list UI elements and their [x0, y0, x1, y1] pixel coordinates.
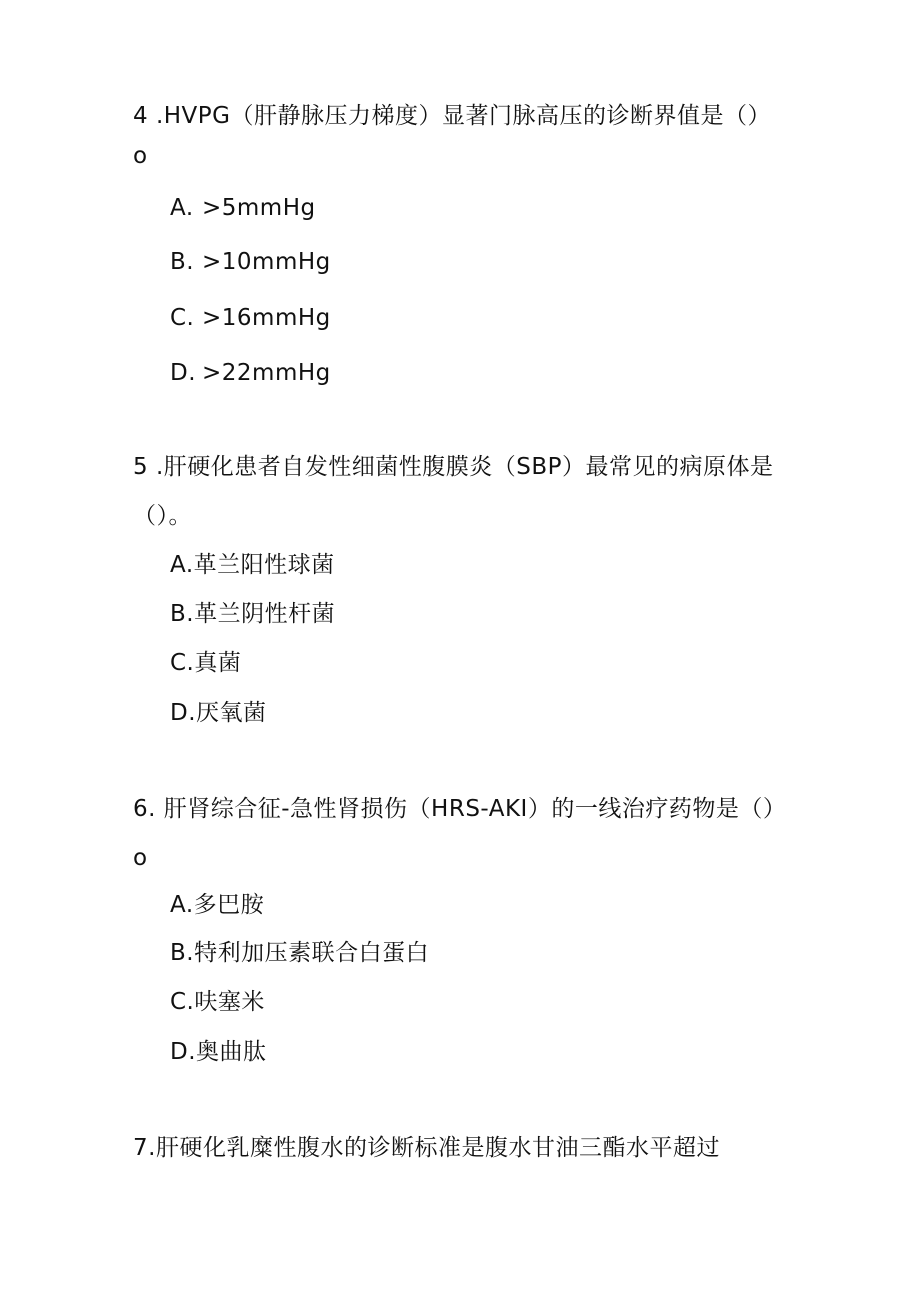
- question-6-text: 6. 肝肾综合征-急性肾损伤（HRS-AKI）的一线治疗药物是（）: [133, 796, 787, 822]
- question-6-text-continued: o: [133, 845, 148, 871]
- question-4-option-d: [170, 358, 331, 388]
- option-text: >10mmHg: [202, 249, 331, 275]
- question-5-option-a: A.革兰阳性球菌: [170, 552, 335, 578]
- question-6-option-c: C.呋塞米: [170, 989, 265, 1015]
- question-5-text-continued: （）。: [133, 503, 192, 529]
- option-text: >22mmHg: [202, 360, 331, 386]
- question-6-option-d: D.奥曲肽: [170, 1039, 267, 1065]
- option-label: C.: [170, 305, 195, 331]
- question-4-text: 4 .HVPG（肝静脉压力梯度）显著门脉高压的诊断界值是（）: [133, 103, 771, 129]
- question-5-text: 5 .肝硬化患者自发性细菌性腹膜炎（SBP）最常见的病原体是: [133, 454, 774, 480]
- question-5-option-b: B.革兰阴性杆菌: [170, 601, 336, 627]
- question-5-option-d: D.厌氧菌: [170, 700, 267, 726]
- question-4-option-a: [170, 193, 316, 223]
- option-label: B.: [170, 249, 195, 275]
- option-text: >5mmHg: [202, 195, 316, 221]
- question-4-text-continued: o: [133, 143, 148, 169]
- option-text: >16mmHg: [202, 305, 331, 331]
- question-5-option-c: C.真菌: [170, 650, 242, 676]
- question-4-option-b: [170, 247, 331, 277]
- question-4-option-c: [170, 303, 331, 333]
- option-label: D.: [170, 360, 197, 386]
- option-label: A.: [170, 195, 194, 221]
- question-6-option-b: B.特利加压素联合白蛋白: [170, 940, 430, 966]
- question-7-text: 7.肝硬化乳糜性腹水的诊断标准是腹水甘油三酯水平超过: [133, 1135, 720, 1161]
- question-6-option-a: A.多巴胺: [170, 892, 265, 918]
